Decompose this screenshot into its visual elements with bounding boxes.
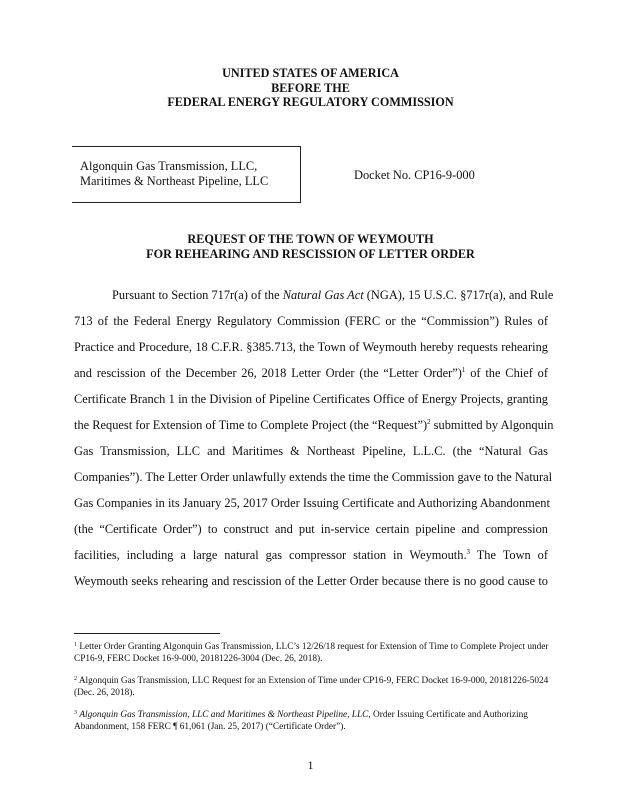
body-line: Weymouth seeks rehearing and rescission of the Letter Order because there is no good cause to [74,574,548,588]
title-line-2: FOR REHEARING AND RESCISSION OF LETTER ORDER [146,246,475,261]
footnote-3: $^3$ Algonquin Gas Transmission, LLC and Maritimes & Northeast Pipeline, LLC, Order Issuing Certificate and Authorizing Abandonment, 158 FERC ¶ 61,061 (Jan. 25, 2017) (“Certificate Order”). [74,710,528,732]
footnote-divider [74,633,220,634]
body-line: facilities, including a large natural gas compressor station in Weymouth.$^3$ The Town of [74,548,548,562]
footnote-2: $^2$ Algonquin Gas Transmission, LLC Request for an Extension of Time under CP16-9, FERC Docket 16-9-000, 20181226-5024 (Dec. 26, 2018). [74,676,549,698]
body-line: Gas Transmission, LLC and Maritimes & Northeast Pipeline, L.L.C. (the “Natural Gas [74,444,548,458]
body-line: (the “Certificate Order”) to construct and put in-service certain pipeline and compression [74,522,548,536]
body-line: Companies”). The Letter Order unlawfully extends the time the Commission gave to the Natural [74,470,553,484]
court-header [0,66,621,110]
body-line: Pursuant to Section 717r(a) of the Natural Gas Act (NGA), 15 U.S.C. §717r(a), and Rule [112,288,554,302]
case-caption-box [72,146,301,203]
body-line: Practice and Procedure, 18 C.F.R. §385.713, the Town of Weymouth hereby requests rehearing [74,340,548,354]
body-line: the Request for Extension of Time to Complete Project (the “Request”)$^2$ submitted by Algonquin [74,418,554,432]
footnote-ref-3[interactable]: 3 [466,548,471,556]
caption-party-1: Algonquin Gas Transmission, LLC, [80,159,258,173]
body-line: Certificate Branch 1 in the Division of Pipeline Certificates Office of Energy Projects, granting [74,392,548,406]
document-title [0,232,621,261]
caption-party-2: Maritimes & Northeast Pipeline, LLC [80,174,269,188]
footnote-ref-2[interactable]: 2 [427,418,431,426]
footnote-1: $^1$ Letter Order Granting Algonquin Gas Transmission, LLC’s 12/26/18 request for Extension of Time to Complete Project under CP16-9, FERC Docket 16-9-000, 20181226-3004 (Dec. 26, 2018). [74,642,549,664]
docket-number: Docket No. CP16-9-000 [354,168,475,182]
page-number: 1 [307,758,314,772]
body-line: Gas Companies in its January 25, 2017 Order Issuing Certificate and Authorizing Abandonment [74,496,550,510]
footnote-ref-1[interactable]: 1 [461,366,466,374]
body-paragraph [74,282,554,594]
header-line-1: UNITED STATES OF AMERICA [222,66,399,80]
body-line: 713 of the Federal Energy Regulatory Commission (FERC or the “Commission”) Rules of [74,314,548,328]
header-line-3: FEDERAL ENERGY REGULATORY COMMISSION [167,95,454,109]
header-line-2: BEFORE THE [271,80,350,95]
title-line-1: REQUEST OF THE TOWN OF WEYMOUTH [187,232,434,246]
body-line: and rescission of the December 26, 2018 Letter Order (the “Letter Order”)$^1$ of the Chief of [74,366,548,380]
